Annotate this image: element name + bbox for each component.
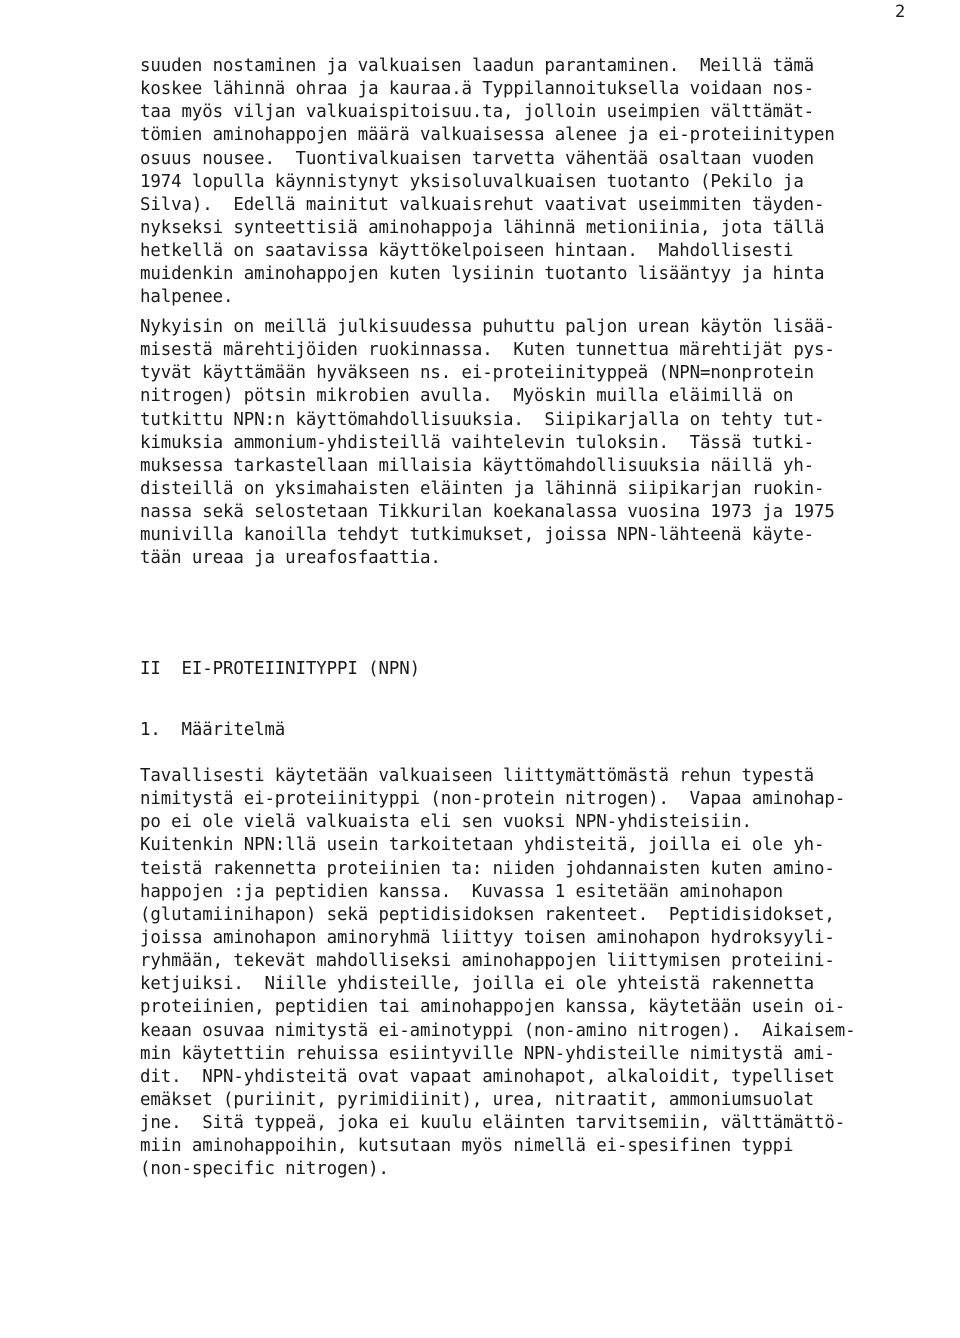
subsection-heading-text: 1. Määritelmä	[140, 720, 286, 740]
text-line: suuden nostaminen ja valkuaisen laadun parantaminen. Meillä tämä	[140, 56, 815, 76]
paragraph-2	[140, 316, 930, 571]
text-line: koskee lähinnä ohraa ja kauraa.ä Typpilannoituksella voidaan nos-	[140, 79, 815, 100]
text-line: min käytettiin rehuissa esiintyville NPN-yhdisteille nimitystä ami-	[140, 1043, 835, 1064]
text-line: happojen :ja peptidien kanssa. Kuvassa 1 esitetään aminohapon	[140, 881, 783, 902]
text-line: tyvät käyttämään hyväkseen ns. ei-proteiinityppeä (NPN=nonprotein	[140, 363, 815, 384]
text-line: muksessa tarkastellaan millaisia käyttömahdollisuuksia näillä yh-	[140, 455, 815, 476]
text-line: emäkset (puriinit, pyrimidiinit), urea, nitraatit, ammoniumsuolat	[140, 1089, 815, 1110]
text-line: tutkittu NPN:n käyttömahdollisuuksia. Siipikarjalla on tehty tut-	[140, 409, 825, 430]
text-line: (non-specific nitrogen).	[140, 1159, 389, 1180]
text-line: taa myös viljan valkuaispitoisuu.ta, jolloin useimpien välttämät-	[140, 102, 815, 123]
text-line: po ei ole vielä valkuaista eli sen vuoksi NPN-yhdisteisiin.	[140, 812, 752, 833]
text-line: nykseksi synteettisiä aminohappoja lähinnä metioniinia, jota tällä	[140, 217, 825, 238]
text-line: joissa aminohapon aminoryhmä liittyy toisen aminohapon hydroksyyli-	[140, 927, 835, 948]
section-heading-text: II EI-PROTEIINITYPPI (NPN)	[140, 659, 420, 679]
text-line: teistä rakennetta proteiinien ta: niiden johdannaisten kuten amino-	[140, 858, 835, 879]
text-line: tömien aminohappojen määrä valkuaisessa alenee ja ei-proteiinitypen	[140, 125, 835, 146]
text-line: disteillä on yksimahaisten eläinten ja lähinnä siipikarjan ruokin-	[140, 478, 825, 499]
text-line: Tavallisesti käytetään valkuaiseen liittymättömästä rehun typestä	[140, 766, 815, 786]
text-line: kimuksia ammonium-yhdisteillä vaihtelevin tuloksin. Tässä tutki-	[140, 432, 815, 453]
text-line: Silva). Edellä mainitut valkuaisrehut vaativat useimmiten täyden-	[140, 194, 825, 215]
text-line: keaan osuvaa nimitystä ei-aminotyppi (non-amino nitrogen). Aikaisem-	[140, 1020, 856, 1041]
text-line: Kuitenkin NPN:llä usein tarkoitetaan yhdisteitä, joilla ei ole yh-	[140, 835, 825, 856]
text-line: nassa sekä selostetaan Tikkurilan koekanalassa vuosina 1973 ja 1975	[140, 502, 835, 523]
text-line: miin aminohappoihin, kutsutaan myös nimellä ei-spesifinen typpi	[140, 1136, 794, 1157]
text-line: halpenee.	[140, 287, 234, 308]
text-line: jne. Sitä typpeä, joka ei kuulu eläinten tarvitsemiin, välttämättö-	[140, 1113, 846, 1134]
text-line: osuus nousee. Tuontivalkuaisen tarvetta vähentää osaltaan vuoden	[140, 148, 815, 169]
section-heading	[140, 658, 930, 681]
text-line: Nykyisin on meillä julkisuudessa puhuttu paljon urean käytön lisää-	[140, 317, 835, 337]
page-number: 2	[895, 2, 906, 22]
text-line: tään ureaa ja ureafosfaattia.	[140, 548, 441, 569]
text-line: munivilla kanoilla tehdyt tutkimukset, joissa NPN-lähteenä käyte-	[140, 525, 815, 546]
text-line: nitrogen) pötsin mikrobien avulla. Myöskin muilla eläimillä on	[140, 386, 794, 407]
paragraph-1	[140, 55, 930, 310]
text-line: ketjuiksi. Niille yhdisteille, joilla ei ole yhteistä rakennetta	[140, 974, 815, 995]
text-line: dit. NPN-yhdisteitä ovat vapaat aminohapot, alkaloidit, typelliset	[140, 1066, 835, 1087]
text-line: misestä märehtijöiden ruokinnassa. Kuten tunnettua märehtijät pys-	[140, 340, 835, 361]
text-line: muidenkin aminohappojen kuten lysiinin tuotanto lisääntyy ja hinta	[140, 264, 825, 285]
subsection-heading	[140, 719, 930, 742]
text-line: nimitystä ei-proteiinityppi (non-protein nitrogen). Vapaa aminohap-	[140, 789, 846, 810]
text-line: 1974 lopulla käynnistynyt yksisoluvalkuaisen tuotanto (Pekilo ja	[140, 171, 804, 192]
text-line: hetkellä on saatavissa käyttökelpoiseen hintaan. Mahdollisesti	[140, 241, 794, 262]
text-line: ryhmään, tekevät mahdolliseksi aminohappojen liittymisen proteiini-	[140, 951, 835, 972]
text-line: (glutamiinihapon) sekä peptidisidoksen rakenteet. Peptidisidokset,	[140, 904, 835, 925]
paragraph-3	[140, 765, 930, 1182]
text-line: proteiinien, peptidien tai aminohappojen kanssa, käytetään usein oi-	[140, 997, 846, 1018]
